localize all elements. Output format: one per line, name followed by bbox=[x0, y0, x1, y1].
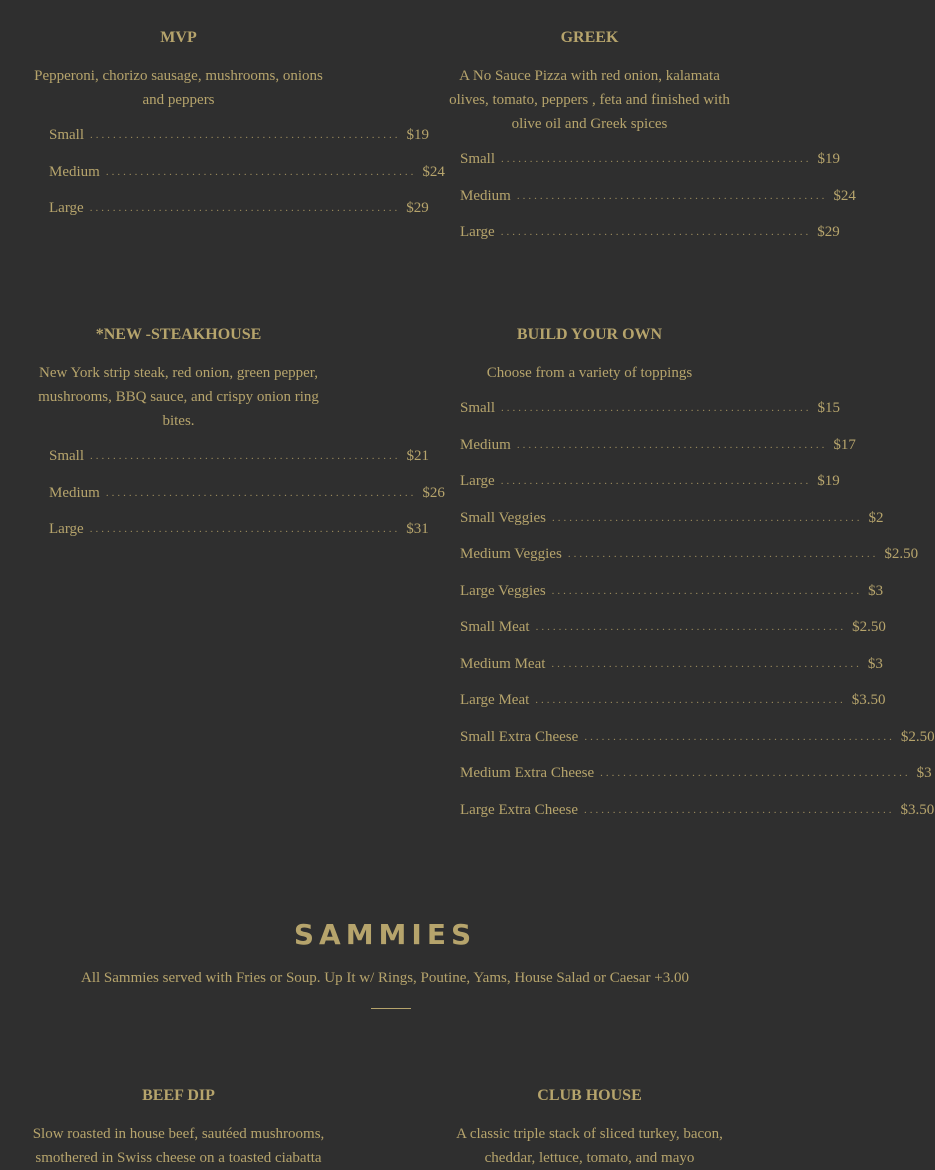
menu-item-description: New York strip steak, red onion, green pepper, mushrooms, BBQ sauce, and crispy onion ring bites. bbox=[38, 365, 319, 429]
price-value: $24 bbox=[422, 163, 445, 180]
price-value: $3.50 bbox=[900, 801, 935, 818]
menu-card-beef-dip bbox=[28, 1086, 329, 1170]
price-row bbox=[460, 801, 935, 839]
price-list bbox=[30, 448, 445, 558]
size-label: Medium Extra Cheese bbox=[460, 765, 595, 781]
price-value: $26 bbox=[422, 484, 445, 501]
price-value: $19 bbox=[406, 127, 430, 143]
price-value: $2.50 bbox=[884, 546, 919, 562]
price-row bbox=[49, 448, 430, 485]
price-value: $3 bbox=[867, 655, 883, 672]
size-label: Large Veggies bbox=[460, 582, 546, 599]
dot-leader: ...................................................... bbox=[551, 657, 862, 670]
price-row bbox=[460, 655, 883, 693]
price-row bbox=[460, 765, 932, 802]
price-value: $3 bbox=[916, 765, 932, 781]
dot-leader: ...................................................... bbox=[90, 129, 401, 141]
dot-leader: ...................................................... bbox=[551, 511, 863, 524]
size-label: Small bbox=[49, 127, 85, 143]
size-label: Small Meat bbox=[460, 619, 530, 635]
price-value: $15 bbox=[817, 400, 841, 416]
price-value: $3 bbox=[868, 582, 884, 599]
size-label: Medium bbox=[49, 163, 100, 180]
size-label: Medium bbox=[460, 187, 511, 204]
dot-leader: ...................................................... bbox=[500, 226, 812, 238]
size-label: Small Veggies bbox=[460, 509, 546, 526]
price-value: $29 bbox=[817, 224, 840, 240]
dot-leader: ...................................................... bbox=[89, 523, 401, 535]
dot-leader: ...................................................... bbox=[500, 475, 812, 487]
price-row bbox=[49, 484, 445, 522]
size-label: Large Extra Cheese bbox=[460, 801, 579, 818]
dot-leader: ...................................................... bbox=[516, 438, 828, 451]
menu-item-description: A classic triple stack of sliced turkey, bacon, cheddar, lettuce, tomato, and mayo bbox=[456, 1126, 723, 1166]
menu-card-build-your-own bbox=[441, 325, 935, 838]
price-row bbox=[49, 521, 429, 558]
price-row bbox=[460, 151, 841, 188]
price-value: $17 bbox=[833, 436, 856, 453]
price-value: $31 bbox=[406, 521, 429, 537]
menu-item-title: BUILD YOUR OWN bbox=[516, 326, 663, 343]
dot-leader: ...................................................... bbox=[516, 189, 828, 202]
size-label: Small bbox=[460, 400, 496, 416]
price-row bbox=[460, 187, 856, 225]
dot-leader: ...................................................... bbox=[535, 621, 847, 633]
dot-leader: ...................................................... bbox=[89, 202, 401, 214]
size-label: Small bbox=[49, 448, 85, 464]
dot-leader: ...................................................... bbox=[90, 450, 401, 462]
menu-item-title: MVP bbox=[160, 29, 197, 46]
price-value: $3.50 bbox=[851, 692, 886, 708]
menu-card-steakhouse bbox=[30, 325, 445, 558]
size-label: Medium bbox=[460, 436, 511, 453]
dot-leader: ...................................................... bbox=[105, 486, 417, 499]
dot-leader: ...................................................... bbox=[501, 153, 812, 165]
price-list bbox=[441, 151, 856, 261]
price-value: $19 bbox=[817, 151, 841, 167]
menu-card-greek bbox=[441, 28, 856, 261]
size-label: Large bbox=[460, 224, 495, 240]
menu-item-description: A No Sauce Pizza with red onion, kalamata olives, tomato, peppers , feta and finished with olive oil and Greek spices bbox=[449, 68, 730, 132]
price-value: $29 bbox=[406, 200, 429, 216]
price-row bbox=[460, 473, 840, 510]
size-label: Medium Veggies bbox=[460, 546, 562, 562]
menu-item-title: CLUB HOUSE bbox=[537, 1087, 642, 1104]
price-row bbox=[460, 224, 840, 261]
menu-item-title: GREEK bbox=[560, 29, 619, 46]
price-row bbox=[460, 400, 841, 437]
dot-leader: ...................................................... bbox=[551, 584, 863, 597]
dot-leader: ...................................................... bbox=[105, 165, 417, 178]
size-label: Medium Meat bbox=[460, 655, 546, 672]
price-list bbox=[30, 127, 445, 237]
price-row bbox=[460, 509, 884, 547]
dot-leader: ...................................................... bbox=[584, 730, 895, 743]
size-label: Large bbox=[460, 473, 495, 489]
dot-leader: ...................................................... bbox=[535, 694, 846, 706]
price-value: $19 bbox=[817, 473, 840, 489]
price-row bbox=[49, 200, 429, 237]
size-label: Medium bbox=[49, 484, 100, 501]
price-value: $21 bbox=[406, 448, 430, 464]
size-label: Large bbox=[49, 521, 84, 537]
price-row bbox=[460, 728, 935, 766]
menu-item-description: Slow roasted in house beef, sautéed mushrooms, smothered in Swiss cheese on a toasted ciabatta bbox=[32, 1126, 325, 1166]
menu-card-club-house bbox=[441, 1086, 738, 1170]
menu-card-mvp bbox=[30, 28, 445, 237]
size-label: Small Extra Cheese bbox=[460, 728, 579, 745]
menu-item-description: Pepperoni, chorizo sausage, mushrooms, onions and peppers bbox=[34, 68, 323, 108]
price-row bbox=[460, 692, 886, 729]
dot-leader: ...................................................... bbox=[567, 548, 879, 560]
price-value: $2 bbox=[868, 509, 884, 526]
price-row bbox=[49, 127, 430, 164]
size-label: Small bbox=[460, 151, 496, 167]
dot-leader: ...................................................... bbox=[600, 767, 911, 779]
menu-item-title: BEEF DIP bbox=[142, 1087, 215, 1104]
price-value: $2.50 bbox=[900, 728, 935, 745]
price-row bbox=[460, 582, 884, 620]
section-note: All Sammies served with Fries or Soup. Up It w/ Rings, Poutine, Yams, House Salad or Caesar +3.00 bbox=[80, 970, 689, 986]
price-value: $2.50 bbox=[852, 619, 886, 635]
menu-item-description: Choose from a variety of toppings bbox=[486, 365, 693, 381]
section-title-sammies: SAMMIES bbox=[293, 918, 477, 951]
size-label: Large Meat bbox=[460, 692, 530, 708]
divider bbox=[371, 1008, 411, 1009]
price-value: $24 bbox=[833, 187, 856, 204]
dot-leader: ...................................................... bbox=[584, 803, 895, 816]
menu-item-title: *NEW -STEAKHOUSE bbox=[95, 326, 262, 343]
price-row bbox=[460, 619, 886, 656]
price-row bbox=[460, 436, 856, 474]
dot-leader: ...................................................... bbox=[501, 402, 812, 414]
price-row bbox=[49, 163, 445, 201]
price-row bbox=[460, 546, 919, 583]
price-list bbox=[441, 400, 935, 838]
size-label: Large bbox=[49, 200, 84, 216]
